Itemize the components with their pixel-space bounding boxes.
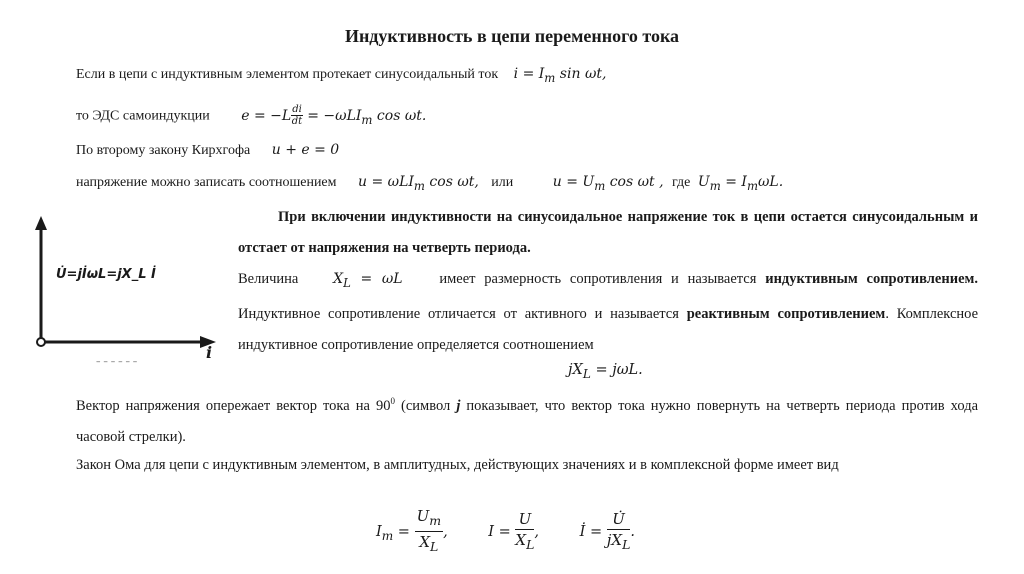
ohm-paragraph: Закон Ома для цепи с индуктивным элементом, в амплитудных, действующих значениях и в комплексной форме имеет вид [76,457,839,473]
xl-formula: $X_L = \omega L$ [333,271,403,290]
intro-line-2-text: то ЭДС самоиндукции [76,108,210,124]
current-axis-label: i [206,343,213,362]
ohm-formula-amplitude: $I_m$ = $\frac{U_m}{X_L}$ , [376,507,448,554]
reactance-text-c: . Комплексное индуктивное сопротивление определяется соотношением [238,305,978,353]
velichina-word: Величина [238,271,299,287]
diagram-label: U̇=jİωL=jX_L İ [56,267,156,282]
intro-line-4 [76,174,783,193]
emf-formula: e = −L $\frac{di}{dt}$ = −ωLI$_m$ cos ωt. [241,104,427,127]
gde-word: где [672,175,691,190]
reactive-reactance-term: реактивным сопротивлением [686,305,886,322]
induction-block [238,202,978,361]
origin-dot [37,338,45,346]
intro-line-4-text: напряжение можно записать соотношением [76,175,337,190]
intro-line-1 [76,66,606,85]
current-formula: $i = I_m$ sin ωt, [513,66,607,85]
ohm-formula-rms: I = $\frac{U}{X_L}$ , [488,509,540,552]
intro-line-2 [76,104,426,127]
voltage-formula-2: $u = U_m$ cos ωt , [552,174,669,193]
voltage-formula-1: u = ωLI$_m$ cos ωt, [358,174,484,193]
inductive-reactance-term: индуктивным сопротивлением. [765,271,979,287]
page-title: Индуктивность в цепи переменного тока [344,26,680,46]
reactance-text-b: Индуктивное сопротивление отличается от активного и называется [238,305,679,322]
reactance-definition [238,264,978,361]
ohm-formulas [376,506,635,557]
ili-word: или [491,175,514,190]
amplitude-formula: $U_m = I_m\omega L$. [697,174,784,193]
bold-statement: При включении индуктивности на синусоидальное напряжение ток в цепи остается синусоидальным и отстает от напряжения на четверть периода. [238,209,978,256]
complex-reactance-formula: $jX_L = j\omega L$. [568,362,643,381]
reactance-text-a: имеет размерность сопротивления и называется [439,271,757,287]
intro-line-3 [76,142,339,159]
vector-paragraph: Вектор напряжения опережает вектор тока на $90^0$ (символ j показывает, что вектор тока нужно повернуть на четверть периода против хода часовой стрелки). [76,396,979,445]
intro-line-3-text: По второму закону Кирхгофа [76,143,251,158]
intro-line-1-text: Если в цепи с индуктивным элементом протекает синусоидальный ток [76,67,499,82]
phasor-diagram [28,214,228,364]
kirchhoff-formula: u + e = 0 [271,142,340,158]
svg-text:– – – – – –: – – – – – – [96,357,138,364]
vertical-axis-arrow-icon [35,216,47,230]
ohm-formula-complex: İ = $\frac{U̇}{jX_L}$ . [579,509,635,552]
